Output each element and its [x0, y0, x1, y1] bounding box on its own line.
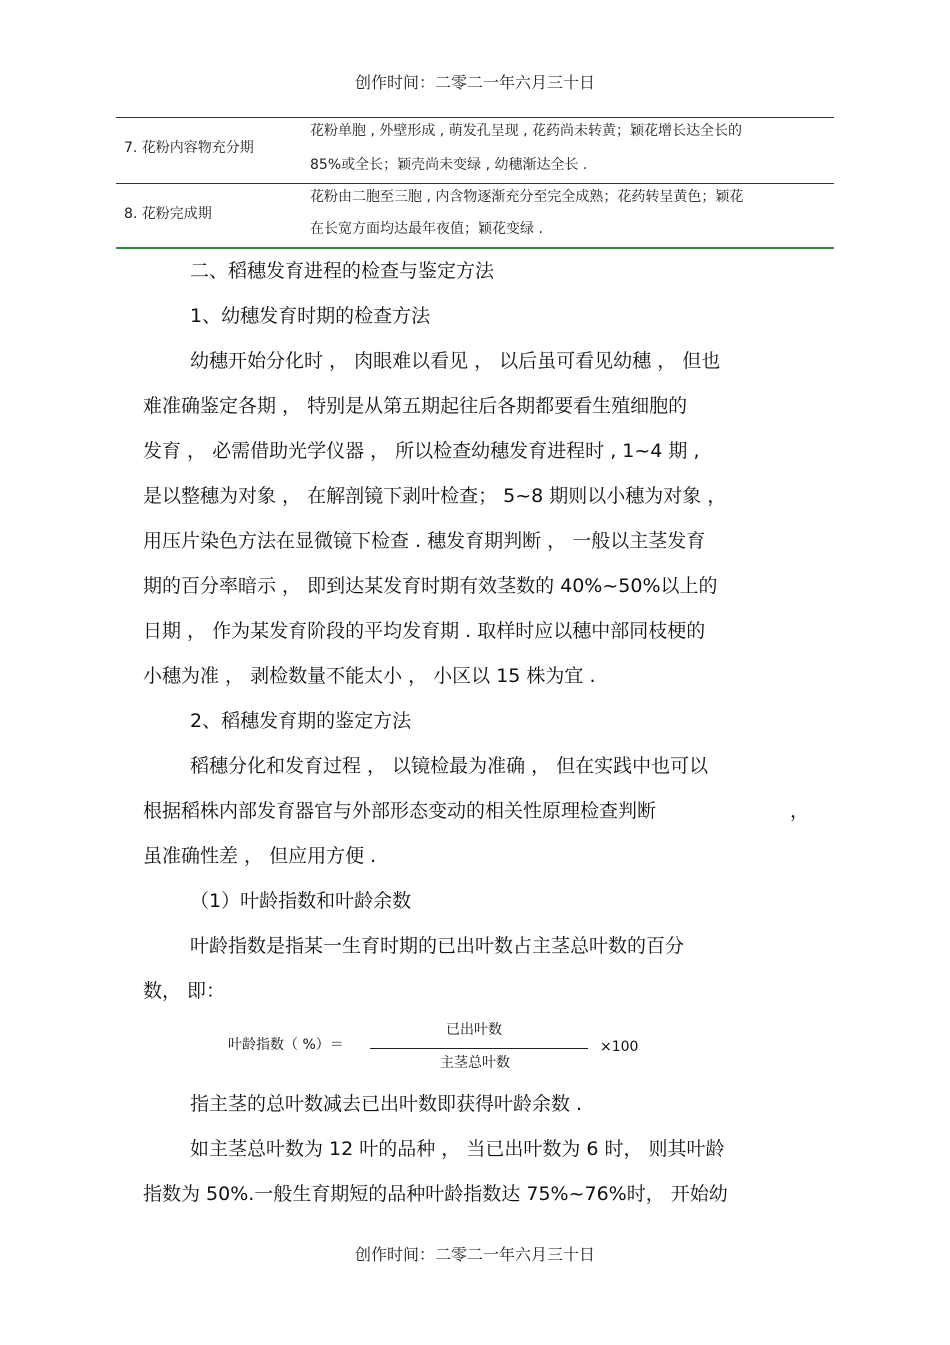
table-row-8-desc-line-2: 在长宽方面均达最年夜值；颖花变绿 . — [310, 221, 543, 237]
paragraph-3-line-2: 数， 即： — [143, 980, 226, 1002]
formula-label: 叶龄指数（ %）＝ — [228, 1037, 344, 1053]
page-footer: 创作时间：二零二一年六月三十日 — [354, 1245, 595, 1264]
subheading-2: 2、稻穗发育期的鉴定方法 — [190, 710, 412, 732]
formula-fraction-bar — [370, 1048, 588, 1049]
paragraph-1-line-4: 是以整穗为对象 ， 在解剖镜下剥叶检查； 5~8 期则以小穗为对象 ， — [143, 485, 727, 507]
table-row-8-desc-line-1: 花粉由二胞至三胞 , 内含物逐渐充分至完全成熟；花药转呈黄色；颖花 — [310, 189, 744, 205]
table-top-rule — [116, 117, 834, 118]
paragraph-1-line-1: 幼穗开始分化时 ， 肉眼难以看见 ， 以后虽可看见幼穗 ， 但也 — [190, 350, 721, 372]
table-row-divider — [116, 183, 834, 184]
subheading-3: （1）叶龄指数和叶龄余数 — [190, 890, 412, 912]
paragraph-5-line-2: 指数为 50%.一般生育期短的品种叶龄指数达 75%~76%时， 开始幼 — [143, 1183, 728, 1205]
table-row-7-desc-line-2: 85%或全长；颖壳尚未变绿 , 幼穗渐达全长 . — [310, 157, 588, 173]
paragraph-5-line-1: 如主茎总叶数为 12 叶的品种 ， 当已出叶数为 6 时， 则其叶龄 — [190, 1138, 725, 1160]
table-row-8-stage: 8. 花粉完成期 — [124, 206, 212, 222]
table-row-7-stage: 7. 花粉内容物充分期 — [124, 140, 254, 156]
paragraph-2-line-3: 虽准确性差 ， 但应用方便 . — [143, 845, 377, 867]
formula-numerator: 已出叶数 — [446, 1022, 502, 1038]
subheading-1: 1、幼穗发育时期的检查方法 — [190, 305, 431, 327]
section-title: 二、稻穗发育进程的检查与鉴定方法 — [190, 260, 495, 282]
table-bottom-rule — [116, 247, 834, 249]
paragraph-1-line-5: 用压片染色方法在显微镜下检查 . 穗发育期判断 ， 一般以主茎发育 — [143, 530, 706, 552]
paragraph-2-line-2-comma: ， — [790, 800, 810, 822]
paragraph-1-line-6: 期的百分率暗示 ， 即到达某发育时期有效茎数的 40%~50%以上的 — [143, 575, 718, 597]
paragraph-1-line-7: 日期 ， 作为某发育阶段的平均发育期 . 取样时应以穗中部同枝梗的 — [143, 620, 706, 642]
page-header: 创作时间：二零二一年六月三十日 — [354, 73, 595, 92]
paragraph-1-line-3: 发育 ， 必需借助光学仪器 ， 所以检查幼穗发育进程时 , 1~4 期 , — [143, 440, 700, 462]
paragraph-1-line-2: 难准确鉴定各期 ， 特别是从第五期起往后各期都要看生殖细胞的 — [143, 395, 688, 417]
paragraph-2-line-1: 稻穗分化和发育过程 ， 以镜检最为准确 ， 但在实践中也可以 — [190, 755, 709, 777]
formula-denominator: 主茎总叶数 — [440, 1055, 510, 1071]
paragraph-4: 指主茎的总叶数减去已出叶数即获得叶龄余数 . — [190, 1093, 583, 1115]
table-row-7-desc-line-1: 花粉单胞 , 外壁形成 , 萌发孔呈现 , 花药尚未转黄；颖花增长达全长的 — [310, 123, 743, 139]
formula-multiplier: ×100 — [600, 1039, 639, 1055]
paragraph-2-line-2: 根据稻株内部发育器官与外部形态变动的相关性原理检查判断 — [143, 800, 657, 822]
paragraph-3-line-1: 叶龄指数是指某一生育时期的已出叶数占主茎总叶数的百分 — [190, 935, 685, 957]
paragraph-1-line-8: 小穗为准 ， 剥检数量不能太小 ， 小区以 15 株为宜 . — [143, 665, 596, 687]
